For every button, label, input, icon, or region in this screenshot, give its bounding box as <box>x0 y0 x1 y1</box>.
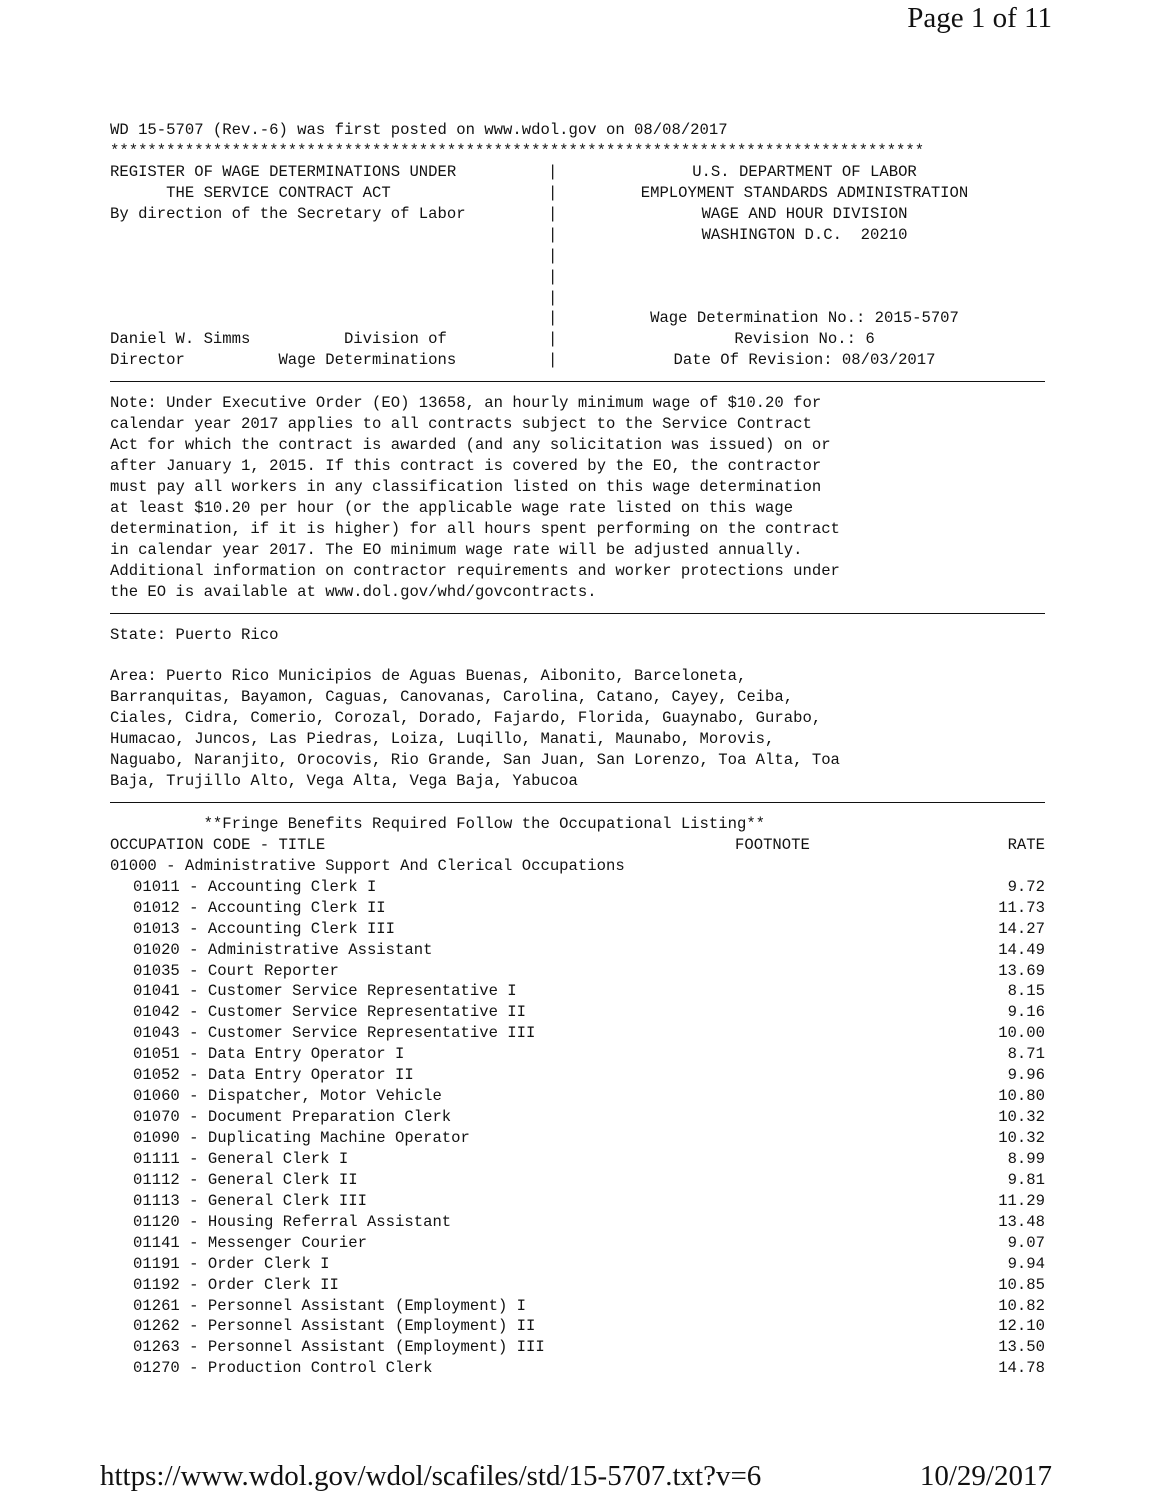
footer-url: https://www.wdol.gov/wdol/scafiles/std/15-5707.txt?v=6 <box>100 1460 762 1492</box>
header-row: THE SERVICE CONTRACT ACT | EMPLOYMENT STANDARDS ADMINISTRATION <box>110 183 969 202</box>
note-line: in calendar year 2017. The EO minimum wage rate will be adjusted annually. <box>110 540 803 559</box>
header-row: | Wage Determination No.: 2015-5707 <box>548 309 959 328</box>
register-header <box>110 162 1045 382</box>
occupation-row: 01020 - Administrative Assistant 14.49 <box>133 940 1045 959</box>
occupation-row: 01113 - General Clerk III 11.29 <box>133 1191 1045 1210</box>
note-line: the EO is available at www.dol.gov/whd/govcontracts. <box>110 582 597 601</box>
blank-line <box>110 645 1045 666</box>
area-description <box>110 666 1045 803</box>
column-header-rate: RATE <box>1007 835 1045 854</box>
note-line: calendar year 2017 applies to all contracts subject to the Service Contract <box>110 415 812 434</box>
note-line: Additional information on contractor requirements and worker protections under <box>110 561 840 580</box>
eo-note <box>110 393 1045 613</box>
occupation-row: 01270 - Production Control Clerk 14.78 <box>133 1359 1045 1378</box>
occupation-row: 01112 - General Clerk II 9.81 <box>133 1170 1045 1189</box>
note-line: Act for which the contract is awarded (and any solicitation was issued) on or <box>110 436 831 455</box>
area-line: Naguabo, Naranjito, Orocovis, Rio Grande, San Juan, San Lorenzo, Toa Alta, Toa <box>110 751 840 770</box>
area-line: Barranquitas, Bayamon, Caguas, Canovanas, Carolina, Catano, Cayey, Ceiba, <box>110 688 794 707</box>
column-headers <box>110 835 1045 856</box>
area-line: Baja, Trujillo Alto, Vega Alta, Vega Baja, Yabucoa <box>110 772 578 791</box>
occupation-row: 01191 - Order Clerk I 9.94 <box>133 1254 1045 1273</box>
header-row: | <box>548 267 558 286</box>
section-divider <box>110 603 1045 614</box>
occupation-list <box>110 877 1045 1380</box>
area-line: Humacao, Juncos, Las Piedras, Loiza, Luqillo, Manati, Maunabo, Morovis, <box>110 730 775 749</box>
area-line: Ciales, Cidra, Comerio, Corozal, Dorado, Fajardo, Florida, Guaynabo, Gurabo, <box>110 709 822 728</box>
header-row: Director Wage Determinations | Date Of Revision: 08/03/2017 <box>110 351 936 370</box>
section-divider <box>110 792 1045 803</box>
occupation-row: 01051 - Data Entry Operator I 8.71 <box>133 1045 1045 1064</box>
occupation-row: 01035 - Court Reporter 13.69 <box>133 961 1045 980</box>
occupation-row: 01262 - Personnel Assistant (Employment) II 12.10 <box>133 1317 1045 1336</box>
header-row: | <box>548 288 558 307</box>
occupation-row: 01120 - Housing Referral Assistant 13.48 <box>133 1212 1045 1231</box>
note-line: must pay all workers in any classification listed on this wage determination <box>110 477 822 496</box>
section-divider <box>110 371 1045 382</box>
occupation-row: 01042 - Customer Service Representative II 9.16 <box>133 1003 1045 1022</box>
note-line: determination, if it is higher) for all hours spent performing on the contract <box>110 519 840 538</box>
occupation-row: 01111 - General Clerk I 8.99 <box>133 1149 1045 1168</box>
occupation-row: 01141 - Messenger Courier 9.07 <box>133 1233 1045 1252</box>
note-line: Note: Under Executive Order (EO) 13658, an hourly minimum wage of $10.20 for <box>110 394 822 413</box>
occupation-row: 01060 - Dispatcher, Motor Vehicle 10.80 <box>133 1087 1045 1106</box>
occupation-row: 01070 - Document Preparation Clerk 10.32 <box>133 1108 1045 1127</box>
occupation-group-heading: 01000 - Administrative Support And Clerical Occupations <box>110 856 625 875</box>
header-row: By direction of the Secretary of Labor | WAGE AND HOUR DIVISION <box>110 204 908 223</box>
occupation-row: 01052 - Data Entry Operator II 9.96 <box>133 1066 1045 1085</box>
column-header-code-title: OCCUPATION CODE - TITLE <box>110 835 326 854</box>
column-header-footnote: FOOTNOTE <box>735 835 810 854</box>
occupation-row: 01013 - Accounting Clerk III 14.27 <box>133 919 1045 938</box>
posted-line: WD 15-5707 (Rev.-6) was first posted on www.wdol.gov on 08/08/2017 <box>110 121 728 139</box>
occupation-row: 01261 - Personnel Assistant (Employment) I 10.82 <box>133 1296 1045 1315</box>
occupation-row: 01263 - Personnel Assistant (Employment) III 13.50 <box>133 1338 1045 1357</box>
header-row: | WASHINGTON D.C. 20210 <box>548 225 908 244</box>
fringe-note: **Fringe Benefits Required Follow the Occupational Listing** <box>110 814 766 833</box>
header-row: | <box>548 246 558 265</box>
occupation-row: 01192 - Order Clerk II 10.85 <box>133 1275 1045 1294</box>
occupation-row: 01090 - Duplicating Machine Operator 10.32 <box>133 1129 1045 1147</box>
occupation-row: 01041 - Customer Service Representative I 8.15 <box>133 982 1045 1001</box>
asterisk-divider: *************************************************************************************** <box>110 141 925 160</box>
header-row: REGISTER OF WAGE DETERMINATIONS UNDER | U.S. DEPARTMENT OF LABOR <box>110 162 917 181</box>
note-line: at least $10.20 per hour (or the applicable wage rate listed on this wage <box>110 498 794 517</box>
occupation-row: 01012 - Accounting Clerk II 11.73 <box>133 898 1045 917</box>
area-line: Area: Puerto Rico Municipios de Aguas Buenas, Aibonito, Barceloneta, <box>110 667 747 686</box>
occupation-row: 01011 - Accounting Clerk I 9.72 <box>133 877 1045 896</box>
wage-determination-document <box>110 120 1045 1379</box>
note-line: after January 1, 2015. If this contract is covered by the EO, the contractor <box>110 457 822 475</box>
page-number: Page 1 of 11 <box>907 2 1052 34</box>
occupation-row: 01043 - Customer Service Representative III 10.00 <box>133 1024 1045 1043</box>
footer-date: 10/29/2017 <box>919 1460 1052 1492</box>
header-row: Daniel W. Simms Division of | Revision No.: 6 <box>110 330 875 349</box>
state-line: State: Puerto Rico <box>110 625 279 644</box>
